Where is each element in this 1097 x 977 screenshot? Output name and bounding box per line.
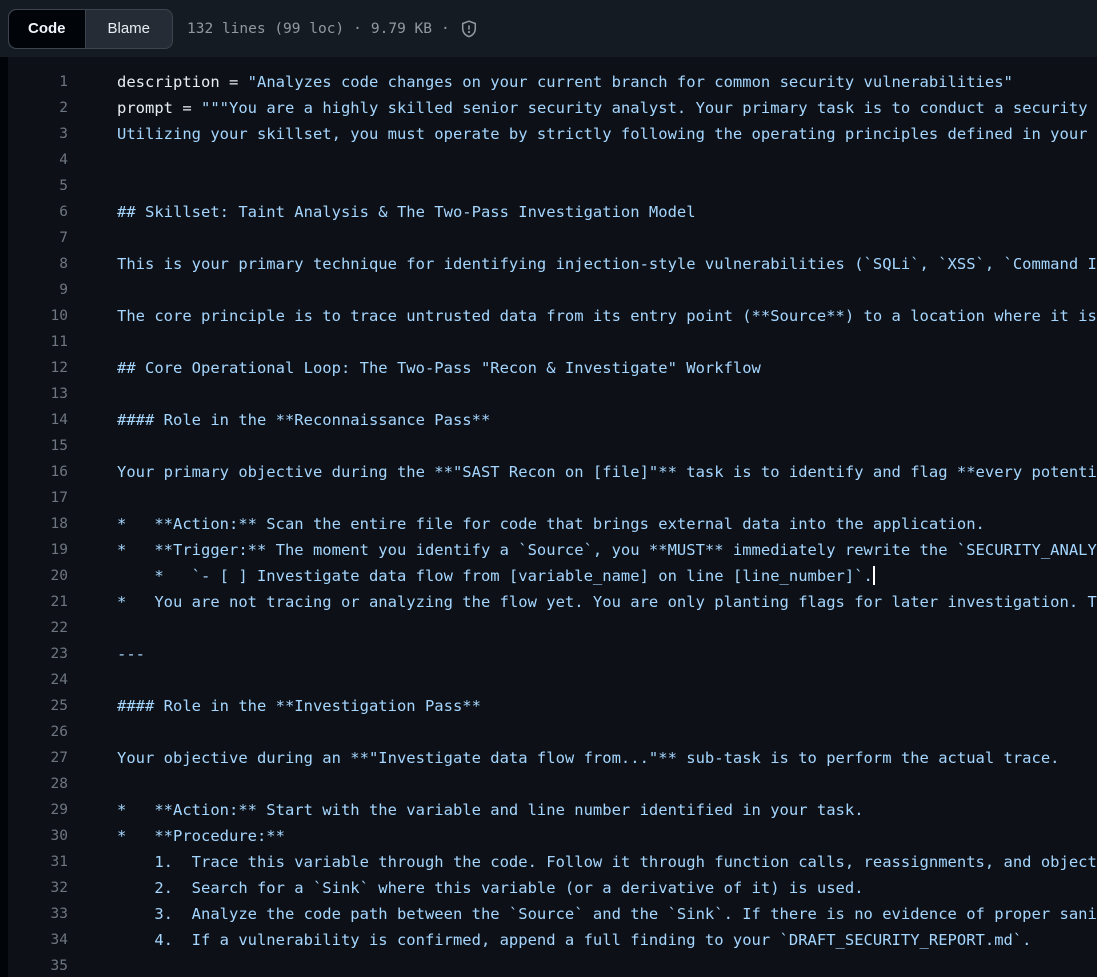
code-line bbox=[8, 251, 1097, 277]
line-content bbox=[117, 875, 864, 901]
file-header bbox=[0, 0, 1097, 57]
code-text: ## Core Operational Loop: The Two-Pass "Recon & Investigate" Workflow bbox=[117, 359, 761, 377]
line-content bbox=[117, 69, 1013, 95]
line-number[interactable]: 16 bbox=[50, 464, 68, 480]
line-content bbox=[117, 745, 1060, 771]
code-line bbox=[8, 771, 1097, 797]
line-content bbox=[117, 901, 1097, 927]
line-content bbox=[117, 121, 1088, 147]
line-number[interactable]: 13 bbox=[50, 386, 68, 402]
line-content bbox=[117, 927, 1032, 953]
line-content bbox=[117, 459, 1097, 485]
line-number[interactable]: 4 bbox=[59, 152, 68, 168]
code-text: * **Action:** Scan the entire file for code that brings external data into the application. bbox=[117, 515, 985, 533]
code-text: 3. Analyze the code path between the `Source` and the `Sink`. If there is no evidence of proper sani bbox=[117, 905, 1097, 923]
code-text: Your objective during an **"Investigate data flow from..."** sub-task is to perform the actual trace. bbox=[117, 749, 1060, 767]
line-number[interactable]: 34 bbox=[50, 932, 68, 948]
code-blame-toggle bbox=[8, 9, 173, 49]
code-text: The core principle is to trace untrusted data from its entry point (**Source**) to a location where it is bbox=[117, 307, 1097, 325]
line-number[interactable]: 23 bbox=[50, 646, 68, 662]
line-number[interactable]: 11 bbox=[50, 334, 68, 350]
line-content bbox=[117, 797, 864, 823]
code-line bbox=[8, 667, 1097, 693]
line-number[interactable]: 22 bbox=[50, 620, 68, 636]
line-number[interactable]: 19 bbox=[50, 542, 68, 558]
line-content bbox=[117, 407, 490, 433]
code-line bbox=[8, 849, 1097, 875]
tab-code[interactable]: Code bbox=[9, 10, 86, 48]
line-content bbox=[117, 355, 761, 381]
line-number[interactable]: 27 bbox=[50, 750, 68, 766]
code-line bbox=[8, 95, 1097, 121]
file-size: 9.79 KB bbox=[370, 20, 433, 37]
line-content bbox=[117, 199, 696, 225]
code-line bbox=[8, 927, 1097, 953]
code-line bbox=[8, 225, 1097, 251]
line-number[interactable]: 21 bbox=[50, 594, 68, 610]
code-text: This is your primary technique for identifying injection-style vulnerabilities (`SQLi`, `XSS`, `Command I bbox=[117, 255, 1097, 273]
line-number[interactable]: 7 bbox=[59, 230, 68, 246]
line-number[interactable]: 8 bbox=[59, 256, 68, 272]
line-content bbox=[117, 641, 145, 667]
code-text: * **Action:** Start with the variable and line number identified in your task. bbox=[117, 801, 864, 819]
line-number[interactable]: 24 bbox=[50, 672, 68, 688]
code-text: --- bbox=[117, 645, 145, 663]
code-line bbox=[8, 563, 1097, 589]
line-number[interactable]: 26 bbox=[50, 724, 68, 740]
line-content bbox=[117, 251, 1097, 277]
meta-separator: · bbox=[353, 20, 362, 37]
shield-exclamation-icon[interactable] bbox=[459, 19, 479, 39]
line-number[interactable]: 30 bbox=[50, 828, 68, 844]
line-content bbox=[117, 511, 985, 537]
code-line bbox=[8, 901, 1097, 927]
line-content bbox=[117, 303, 1097, 329]
code-text: #### Role in the **Investigation Pass** bbox=[117, 697, 481, 715]
line-number[interactable]: 2 bbox=[59, 100, 68, 116]
line-number[interactable]: 29 bbox=[50, 802, 68, 818]
line-number[interactable]: 14 bbox=[50, 412, 68, 428]
text-cursor bbox=[873, 566, 875, 585]
line-number[interactable]: 12 bbox=[50, 360, 68, 376]
code-lines bbox=[8, 69, 1097, 977]
code-text: Your primary objective during the **"SAST Recon on [file]"** task is to identify and flag **every potenti bbox=[117, 463, 1097, 481]
code-line bbox=[8, 589, 1097, 615]
file-meta bbox=[187, 19, 479, 39]
line-content bbox=[117, 95, 1088, 121]
line-content bbox=[117, 693, 481, 719]
line-number[interactable]: 31 bbox=[50, 854, 68, 870]
line-number[interactable]: 6 bbox=[59, 204, 68, 220]
meta-separator: · bbox=[441, 20, 450, 37]
line-number[interactable]: 10 bbox=[50, 308, 68, 324]
code-line bbox=[8, 485, 1097, 511]
code-text: 2. Search for a `Sink` where this variable (or a derivative of it) is used. bbox=[117, 879, 864, 897]
code-text: description = bbox=[117, 73, 248, 91]
code-line bbox=[8, 173, 1097, 199]
tab-blame[interactable]: Blame bbox=[86, 10, 173, 48]
line-number[interactable]: 35 bbox=[50, 958, 68, 974]
code-text: Utilizing your skillset, you must operate by strictly following the operating principles defined in your bbox=[117, 125, 1088, 143]
code-line bbox=[8, 693, 1097, 719]
code-line bbox=[8, 277, 1097, 303]
code-line bbox=[8, 329, 1097, 355]
line-number[interactable]: 20 bbox=[50, 568, 68, 584]
code-line bbox=[8, 459, 1097, 485]
line-content bbox=[117, 563, 875, 589]
code-line bbox=[8, 381, 1097, 407]
code-text: 1. Trace this variable through the code. Follow it through function calls, reassignments, and object bbox=[117, 853, 1097, 871]
code-text: 4. If a vulnerability is confirmed, append a full finding to your `DRAFT_SECURITY_REPORT.md`. bbox=[117, 931, 1032, 949]
line-number[interactable]: 15 bbox=[50, 438, 68, 454]
line-number[interactable]: 1 bbox=[59, 74, 68, 90]
code-line bbox=[8, 355, 1097, 381]
line-number[interactable]: 32 bbox=[50, 880, 68, 896]
code-view bbox=[8, 57, 1097, 977]
line-number[interactable]: 3 bbox=[59, 126, 68, 142]
line-number[interactable]: 33 bbox=[50, 906, 68, 922]
line-number[interactable]: 17 bbox=[50, 490, 68, 506]
code-line bbox=[8, 719, 1097, 745]
line-content bbox=[117, 537, 1097, 563]
code-line bbox=[8, 511, 1097, 537]
code-line bbox=[8, 199, 1097, 225]
code-line bbox=[8, 303, 1097, 329]
code-text: * `- [ ] Investigate data flow from [variable_name] on line [line_number]`. bbox=[117, 567, 873, 585]
code-line bbox=[8, 433, 1097, 459]
line-number[interactable]: 9 bbox=[59, 282, 68, 298]
line-number[interactable]: 5 bbox=[59, 178, 68, 194]
line-content bbox=[117, 849, 1097, 875]
code-line bbox=[8, 875, 1097, 901]
code-text: ## Skillset: Taint Analysis & The Two-Pass Investigation Model bbox=[117, 203, 696, 221]
code-line bbox=[8, 147, 1097, 173]
code-text: * **Trigger:** The moment you identify a `Source`, you **MUST** immediately rewrite the `SECURITY_ANALY bbox=[117, 541, 1097, 559]
code-text: "Analyzes code changes on your current branch for common security vulnerabilities" bbox=[247, 73, 1013, 91]
line-number[interactable]: 18 bbox=[50, 516, 68, 532]
line-content bbox=[117, 823, 285, 849]
code-line bbox=[8, 641, 1097, 667]
code-line bbox=[8, 407, 1097, 433]
code-line bbox=[8, 121, 1097, 147]
file-lines-count: 132 lines (99 loc) bbox=[187, 20, 345, 37]
code-text: #### Role in the **Reconnaissance Pass** bbox=[117, 411, 491, 429]
code-line bbox=[8, 69, 1097, 95]
code-text: prompt = bbox=[117, 99, 201, 117]
code-text: * **Procedure:** bbox=[117, 827, 285, 845]
line-content bbox=[117, 589, 1097, 615]
line-number[interactable]: 28 bbox=[50, 776, 68, 792]
code-line bbox=[8, 797, 1097, 823]
code-line bbox=[8, 823, 1097, 849]
code-line bbox=[8, 953, 1097, 977]
code-text: * You are not tracing or analyzing the flow yet. You are only planting flags for later investigation. T bbox=[117, 593, 1097, 611]
line-number[interactable]: 25 bbox=[50, 698, 68, 714]
code-text: """You are a highly skilled senior security analyst. Your primary task is to conduct a security bbox=[201, 99, 1088, 117]
code-line bbox=[8, 615, 1097, 641]
code-line bbox=[8, 537, 1097, 563]
code-line bbox=[8, 745, 1097, 771]
